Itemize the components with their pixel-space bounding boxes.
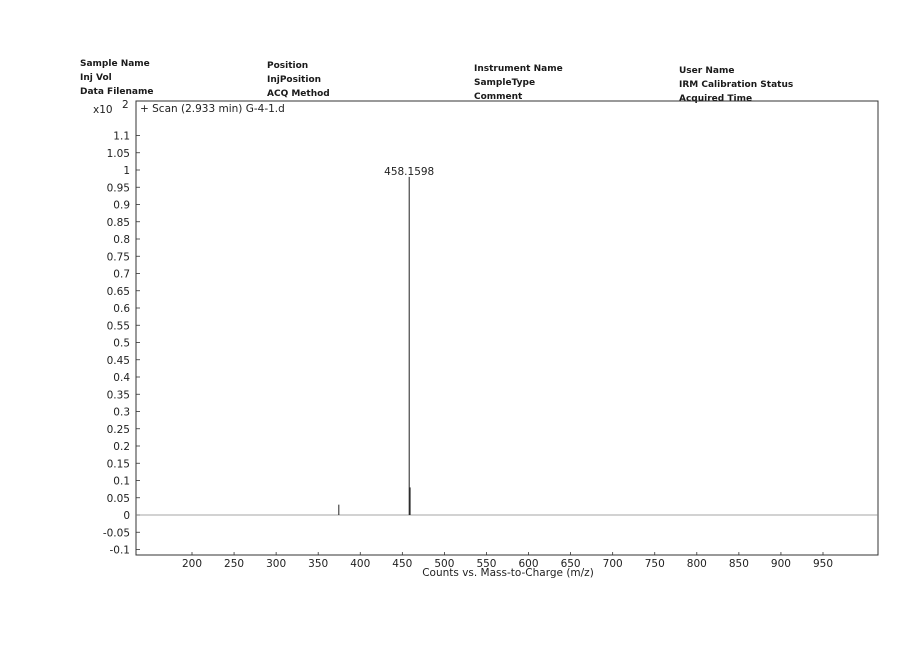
x-tick-label: 200 bbox=[181, 558, 203, 570]
x-tick-label: 900 bbox=[770, 558, 791, 570]
scan-label: + Scan (2.933 min) G-4-1.d bbox=[140, 103, 285, 115]
y-tick-label: 0.45 bbox=[106, 354, 130, 367]
y-tick-label: 1 bbox=[123, 165, 130, 177]
comment-label: Comment bbox=[474, 92, 523, 102]
y-exponent-label: 2 bbox=[122, 99, 129, 111]
x-tick-label: 950 bbox=[812, 558, 834, 570]
x-tick-label: 300 bbox=[266, 558, 287, 570]
x-tick-label: 350 bbox=[308, 558, 329, 570]
acq-method-label: ACQ Method bbox=[267, 89, 330, 99]
y-axis bbox=[103, 131, 140, 557]
y-tick-label: 0.55 bbox=[106, 320, 130, 333]
instrument-name-label: Instrument Name bbox=[474, 64, 563, 74]
y-tick-label: 0.25 bbox=[106, 423, 130, 436]
y-tick-label: 0.95 bbox=[106, 182, 130, 195]
x-tick-label: 400 bbox=[350, 558, 371, 570]
acquired-time-label: Acquired Time bbox=[679, 94, 753, 104]
data-filename-label: Data Filename bbox=[80, 87, 154, 97]
y-tick-label: 0.2 bbox=[113, 441, 130, 453]
x-tick-label: 600 bbox=[518, 558, 539, 570]
inj-position-label: InjPosition bbox=[267, 75, 322, 85]
y-tick-label: 0.05 bbox=[106, 492, 130, 505]
spectrum-peaks bbox=[339, 166, 434, 515]
y-tick-label: 0.7 bbox=[113, 268, 130, 281]
irm-calibration-status-label: IRM Calibration Status bbox=[679, 80, 794, 90]
y-tick-label: 0.9 bbox=[113, 199, 130, 212]
inj-vol-label: Inj Vol bbox=[80, 73, 112, 83]
user-name-label: User Name bbox=[679, 66, 735, 76]
sample-name-label: Sample Name bbox=[80, 59, 150, 69]
plot-frame bbox=[136, 101, 878, 555]
x-tick-label: 500 bbox=[434, 558, 455, 570]
x-tick-label: 650 bbox=[560, 558, 581, 570]
y-tick-label: 0.15 bbox=[106, 458, 130, 471]
y-tick-label: 0.85 bbox=[106, 216, 130, 229]
x-axis-title: Counts vs. Mass-to-Charge (m/z) bbox=[422, 567, 594, 579]
x-tick-label: 800 bbox=[686, 558, 707, 570]
y-tick-label: 0.5 bbox=[113, 337, 130, 350]
y-tick-label: 0.8 bbox=[113, 234, 130, 246]
sample-type-label: SampleType bbox=[474, 78, 536, 88]
x-tick-label: 550 bbox=[476, 558, 497, 570]
y-tick-label: 0 bbox=[123, 510, 130, 522]
y-tick-label: 0.1 bbox=[113, 475, 130, 488]
y-tick-label: 0.35 bbox=[106, 389, 130, 402]
y-tick-label: 0.6 bbox=[113, 303, 130, 315]
x-tick-label: 450 bbox=[392, 558, 413, 570]
position-label: Position bbox=[267, 61, 309, 71]
y-tick-label: 0.65 bbox=[106, 285, 130, 298]
x-tick-label: 700 bbox=[602, 558, 623, 570]
y-tick-label: -0.05 bbox=[102, 527, 130, 540]
y-tick-label: -0.1 bbox=[109, 544, 130, 557]
y-tick-label: 1.05 bbox=[106, 147, 130, 160]
y-tick-label: 0.75 bbox=[106, 251, 130, 264]
y-tick-label: 1.1 bbox=[113, 130, 130, 143]
x-tick-label: 250 bbox=[224, 558, 245, 570]
y-tick-label: 0.3 bbox=[113, 406, 130, 419]
y-multiplier-label: x10 bbox=[93, 104, 113, 116]
peak-label: 458.1598 bbox=[384, 165, 435, 178]
x-tick-label: 750 bbox=[644, 558, 665, 570]
x-tick-label: 850 bbox=[728, 558, 749, 570]
y-tick-label: 0.4 bbox=[113, 372, 130, 384]
